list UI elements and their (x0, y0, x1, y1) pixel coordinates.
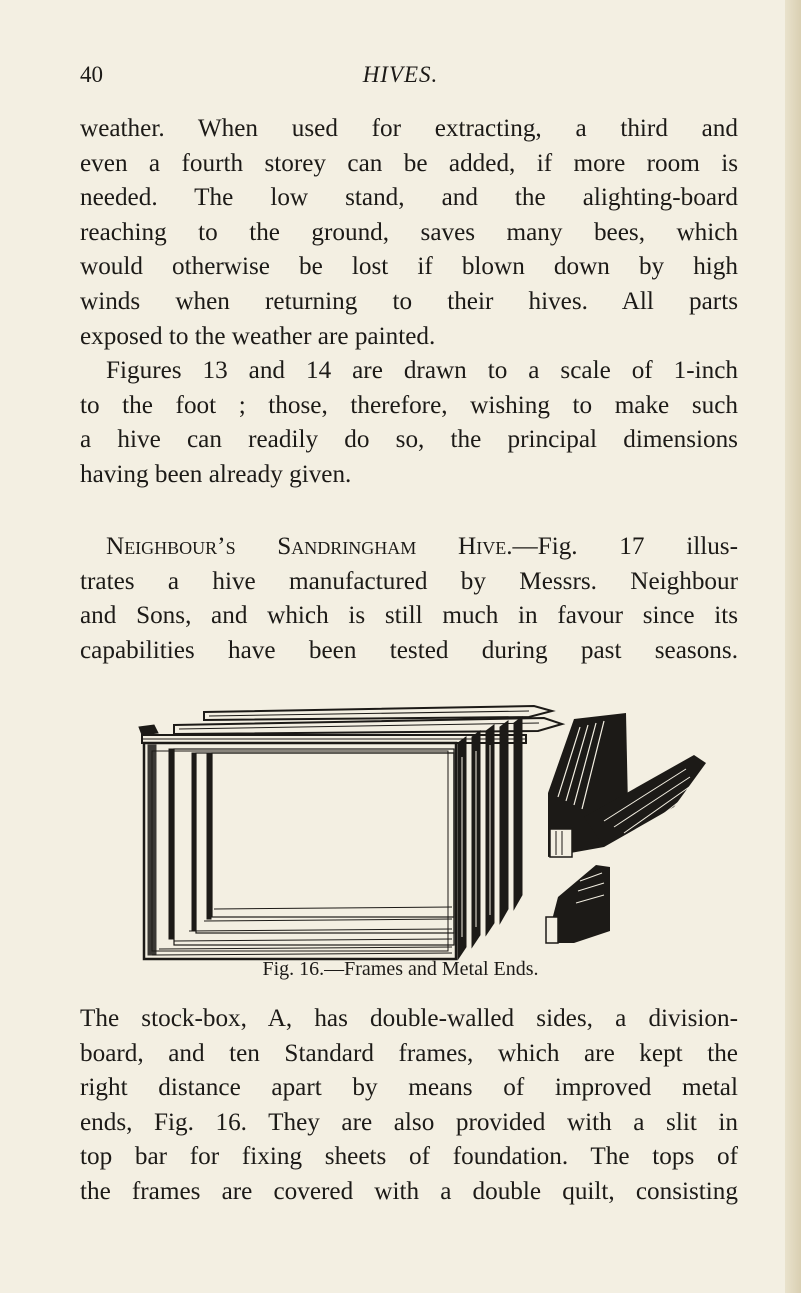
text-line: Figures 13 and 14 are drawn to a scale of 1-inch (106, 357, 738, 384)
text-line: right distance apart by means of improved metal (80, 1074, 738, 1102)
text-line: weather. When used for extracting, a third and (80, 115, 738, 142)
text-line: top bar for fixing sheets of foundation. The tops of (80, 1143, 738, 1171)
text-line: and Sons, and which is still much in favour since its (80, 602, 738, 630)
text-line: would otherwise be lost if blown down by high (80, 253, 738, 281)
page-edge-shadow (785, 0, 801, 1293)
figure-caption: Fig. 16.—Frames and Metal Ends. (262, 958, 539, 980)
paragraph-weather (80, 112, 738, 354)
text-line (80, 530, 738, 565)
figure-frames-illustration (134, 697, 714, 963)
text-line: to the foot ; those, therefore, wishing to make such (80, 391, 738, 419)
text-line: ends, Fig. 16. They are also provided with a slit in (80, 1108, 738, 1136)
text-line: reaching to the ground, saves many bees, which (80, 218, 738, 246)
text-line: the frames are covered with a double quilt, consisting (80, 1177, 738, 1205)
text-line: having been already given. (80, 460, 352, 488)
text-line: trates a hive manufactured by Messrs. Neighbour (80, 567, 738, 595)
text-line: The stock-box, A, has double-walled sides, a division- (80, 1005, 738, 1032)
text-line: a hive can readily do so, the principal dimensions (80, 426, 738, 454)
text-line: board, and ten Standard frames, which are kept the (80, 1039, 738, 1067)
section-heading: Neighbour’s Sandringham Hive. (106, 533, 513, 560)
paragraph-stock-box (80, 1002, 738, 1210)
running-title: HIVES. (362, 62, 439, 87)
text-line: capabilities have been tested during past seasons. (80, 636, 738, 664)
text-line: needed. The low stand, and the alighting-board (80, 184, 738, 212)
text-line: winds when returning to their hives. All parts (80, 287, 738, 315)
metal-end-small-drawing (546, 865, 610, 943)
page-number: 40 (80, 62, 103, 87)
paragraph-scale (80, 354, 738, 492)
text-line: even a fourth storey can be added, if more room is (80, 149, 738, 177)
text-line-rest: —Fig. 17 illus- (512, 533, 738, 560)
metal-end-large-drawing (548, 713, 706, 857)
text-line: exposed to the weather are painted. (80, 322, 436, 350)
paragraph-sandringham (80, 530, 738, 668)
frame-stack-drawing (139, 706, 562, 959)
